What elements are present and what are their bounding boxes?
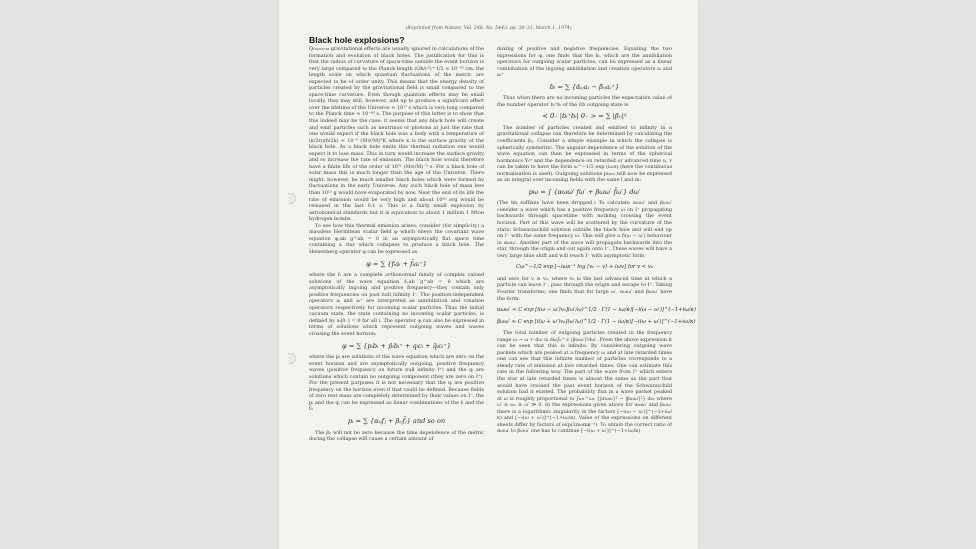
paragraph: mixing of positive and negative frequencies. Equating the two expressions for φ, one finds that the bᵢ, which are the annihilation operators for outgoing scalar particles, can be expressed as a linear combination of the ingoing annihilation and creation operators aᵢ and aᵢ⁺	[497, 46, 672, 79]
left-column	[309, 46, 484, 443]
paragraph: Thus when there are no incoming particles the expectation value of the number operator bᵢ⁺bᵢ of the ith outgoing state is	[497, 95, 672, 108]
paragraph: The total number of outgoing particles created in the frequency range ω → ω + dω is dω∫₀^∞ |βωω′|²dω′. From the above expression it can be seen that this is infinite. By considering outgoing wave packets which are peaked at a frequency ω and at late retarded times one can see that this infinite number of particles corresponds to a steady rate of emission at late retarded times. One can estimate this rate in the following way. The part of the wave from I⁺ which enters the star at late retarded times is almost the same as the part that would have crossed the past event horizon of the Schwarzschild solution had it existed. The probability flux in a wave packet peaked at ω is roughly proportional to ∫ω₁^ω₂ {|αωω′|² − |βωω′|²} dω where ω′ ≥ ω₁ ≥ ω′ ≫ 0. In the expressions given above for αωω′ and βωω′ there is a logarithmic singularity in the factors [−i(ω − ω′)]^(−1+iω/κ) and [−i(ω + ω′)]^(−1+iω/κ). Value of the expressions on different sheets differ by factors of exp(2πωmκ⁻¹). To obtain the correct ratio of αωω′ to βωω′ one has to continue [−i(ω + ω′)]^(−1+iω/κ)	[497, 330, 672, 435]
equation: αωω′ ≈ C exp [i(ω − ω′)v₀](ω′/ω)^1/2 · Γ(1 − iω/κ)[−i(ω − ω′)]^(−1+iω/κ)	[497, 307, 697, 314]
punch-hole-top	[288, 193, 296, 204]
equation: φ = ∑ {fᵢaᵢ + f̄ᵢaᵢ⁺}	[366, 259, 427, 268]
article-title: Black hole explosions?	[309, 35, 405, 45]
reprint-note: (Reprinted from Nature, Vol. 248, No. 5443, pp. 30–31, March 1, 1974)	[405, 26, 572, 31]
paragraph: (The lm suffixes have been dropped.) To calculate αωω′ and βωω′ consider a wave which has a positive frequency ω on I⁺ propagating backwards through spacetime with nothing crossing the event horizon. Part of this wave will be scattered by the curvature of the static Schwarzschild solution outside the black hole and will end up on I⁻ with the same frequency ω. This will give a δ(ω − ω′) behaviour in αωω′. Another part of the wave will propagate backwards into the star, through the origin and out again onto I⁻. These waves will have a very large blue shift and will reach I⁻ with asymptotic form	[497, 200, 672, 259]
paragraph	[309, 46, 484, 223]
paragraph: The number of particles created and emitted to infinity in a gravitational collapse can therefore be determined by calculating the coefficients βᵢⱼ. Consider a simple example in which the collapse is spherically symmetric. The angular dependence of the solution of the wave equation can then be expressed in terms of the spherical harmonics Yₗᵐ and the dependence on retarded or advanced time u, v can be taken to have the form ω^−1/2 exp (iωu) (here the continuous normalisation is used). Outgoing solutions pωₗₘ will now be expressed as an integral over incoming fields with the same l and m:	[497, 124, 672, 184]
paragraph: where the pᵢ are solutions of the wave equation which are zero on the event horizon and are asymptotically outgoing, positive frequency waves (positive frequency on future null infinity I⁺) and the qᵢ are solutions which contain no outgoing component (they are zero on I⁺). For the present purposes it is not necessary that the qᵢ are positive frequency on the horizon even if that could be defined. Because fields of zero rest mass are completely determined by their values on I⁻, the pᵢ and the qᵢ can be expressed as linear combinations of the fᵢ and the f̄ᵢ:	[309, 354, 484, 413]
equation: bᵢ = ∑ {ᾱᵢⱼaⱼ − β̄ᵢⱼaⱼ⁺}	[549, 82, 620, 91]
paragraph-text: gravitational effects are usually ignored in calculations of the formation and evolution of black holes. The justification for this is that the radius of curvature of space-time outside the event horizon is very large compared to the Planck length (Għ/c³)^1/2 ≈ 10⁻³³ cm, the length scale on which quantum fluctuations of the metric are expected to be of order unity. This means that the energy density of particles created by the gravitational field is small compared to the space-time curvature. Even though quantum effects may be small locally, they may still, however, add up to produce a significant effect over the lifetime of the Universe ≈ 10¹⁷ s which is very long compared to the Planck time ≈ 10⁻⁴³ s. The purpose of this letter is to show that this indeed may be the case: it seems that any black hole will create and emit particles such as neutrinos or photons at just the rate that one would expect if the black hole was a body with a temperature of (κ/2π)(ħ/2k) ≈ 10⁻⁶ (M⊙/M)°K where κ is the surface gravity of the black hole. As a black hole emits this thermal radiation one would expect it to lose mass. This in turn would increase the surface gravity and so increase the rate of emission. The black hole would therefore have a finite life of the order of 10⁷¹ (M⊙/M)⁻³ s. For a black hole of solar mass this is much longer than the age of the Universe. There might, however, be much smaller black holes which were formed by fluctuations in the early Universe. Any such black hole of mass less than 10¹⁵ g would have evaporated by now. Near the end of its life the rate of emission would be very high and about 10³⁰ erg would be released in the last 0.1 s. This is a fairly small explosion by astronomical standards but it is equivalent to about 1 million 1 Mton hydrogen bombs.	[309, 46, 484, 223]
paragraph: The βᵢⱼ will not be zero because the time dependence of the metric during the collapse will cause a certain amount of	[309, 429, 484, 443]
equation: Cω^−1/2 exp [−iωκ⁻¹ log (v₀ − v) + iωv] for v < v₀	[515, 264, 654, 271]
paragraph: To see how this thermal emission arises, consider (for simplicity) a massless Hermitean scalar field φ which obeys the covariant wave equation φ;ab g^ab = 0 in an asymptotically flat space time containing a star which collapses to produce a black hole. The Heisenberg operator φ can be expressed as	[309, 222, 484, 255]
equation: < 0₋ |bᵢ⁺bᵢ| 0₋ > = ∑ |βᵢⱼ|²	[542, 112, 627, 121]
right-column	[497, 46, 697, 435]
paper-page	[279, 0, 698, 549]
equation: βωω′ ≈ C exp [i(ω + ω′)v₀](ω′/ω)^1/2 · Γ(1 − iω/κ)[−i(ω + ω′)]^(−1+iω/κ)	[497, 318, 696, 325]
equation: φ = ∑ {pᵢbᵢ + p̄ᵢbᵢ⁺ + qᵢcᵢ + q̄ᵢcᵢ⁺}	[342, 341, 451, 350]
equation: pω = ∫ {αωω′ fω′ + βωω′ f̄ω′} dω′	[528, 187, 641, 196]
punch-hole-bottom	[288, 353, 296, 364]
lead-word: Quantum	[309, 46, 330, 52]
paragraph: and zero for v ≥ v₀, where v₀ is the last advanced time at which a particle can leave I⁻, pass through the origin and escape to I⁺. Taking Fourier transforms, one finds that for large ω′, αωω′ and βωω′ have the form:	[497, 275, 672, 302]
paragraph: where the fᵢ are a complete orthonormal family of complex valued solutions of the wave equation fᵢ;ab g^ab = 0 which are asymptotically ingoing and positive frequency—they contain only positive frequencies on past null infinity I⁻. The position-independent operators aᵢ and aᵢ⁺ are interpreted as annihilation and creation operators respectively for incoming scalar particles. Thus the initial vacuum state, the state containing no incoming scalar particles, is defined by aᵢ|0₋⟩ = 0 for all i. The operator φ can also be expressed in terms of solutions which represent outgoing waves and waves crossing the event horizon:	[309, 272, 484, 337]
equation: pᵢ = ∑ {αᵢⱼfⱼ + βᵢⱼf̄ⱼ} and so on	[347, 416, 446, 425]
